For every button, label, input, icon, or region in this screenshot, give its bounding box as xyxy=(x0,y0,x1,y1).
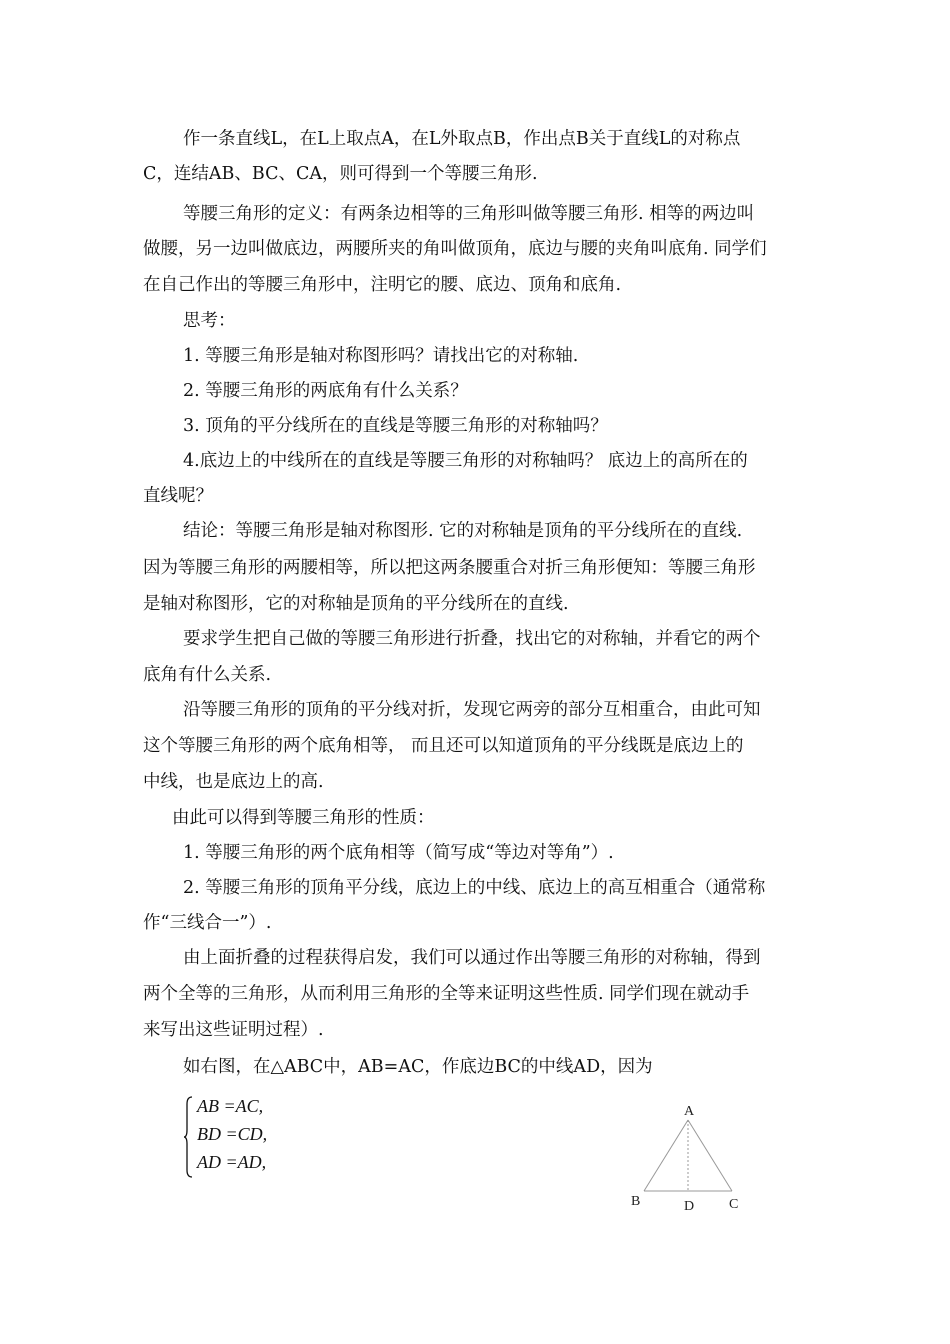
equation-system xyxy=(183,1094,323,1180)
label-d: D xyxy=(684,1199,695,1214)
paragraph-line: 作一条直线L，在L上取点A，在L外取点B，作出点B关于直线L的对称点 xyxy=(183,129,741,149)
paragraph-line: 因为等腰三角形的两腰相等，所以把这两条腰重合对折三角形便知：等腰三角形 xyxy=(143,558,756,578)
section-heading: 思考： xyxy=(183,311,236,331)
property-item: 1. 等腰三角形的两个底角相等（简写成“等边对等角”）. xyxy=(183,843,614,863)
question-item: 3. 顶角的平分线所在的直线是等腰三角形的对称轴吗？ xyxy=(183,416,608,436)
property-item: 2. 等腰三角形的顶角平分线，底边上的中线、底边上的高互相重合（通常称 xyxy=(183,878,766,898)
paragraph-line: 来写出这些证明过程）. xyxy=(143,1020,324,1040)
question-item: 直线呢？ xyxy=(143,486,213,506)
question-item: 2. 等腰三角形的两底角有什么关系？ xyxy=(183,381,468,401)
paragraph-line: 底角有什么关系. xyxy=(143,665,272,685)
label-a: A xyxy=(684,1104,695,1119)
paragraph-line: C，连结AB、BC、CA，则可得到一个等腰三角形. xyxy=(143,164,538,184)
triangle-figure xyxy=(620,1098,760,1218)
side-ac xyxy=(688,1120,732,1191)
equation-line: BD =CD, xyxy=(197,1124,268,1144)
paragraph-line: 在自己作出的等腰三角形中，注明它的腰、底边、顶角和底角. xyxy=(143,275,622,295)
left-brace xyxy=(183,1096,193,1178)
label-c: C xyxy=(729,1197,739,1212)
paragraph-line: 这个等腰三角形的两个底角相等， 而且还可以知道顶角的平分线既是底边上的 xyxy=(143,736,744,756)
paragraph-line: 结论：等腰三角形是轴对称图形. 它的对称轴是顶角的平分线所在的直线. xyxy=(183,521,743,541)
question-item: 4.底边上的中线所在的直线是等腰三角形的对称轴吗？ 底边上的高所在的 xyxy=(183,451,748,471)
paragraph-line: 做腰，另一边叫做底边，两腰所夹的角叫做顶角，底边与腰的夹角叫底角. 同学们 xyxy=(143,239,767,259)
equation-line: AD =AD, xyxy=(197,1152,267,1172)
question-item: 1. 等腰三角形是轴对称图形吗？请找出它的对称轴. xyxy=(183,346,579,366)
paragraph-line: 如右图，在△ABC中，AB=AC，作底边BC的中线AD，因为 xyxy=(183,1057,653,1077)
paragraph-line: 是轴对称图形，它的对称轴是顶角的平分线所在的直线. xyxy=(143,594,569,614)
paragraph-line: 两个全等的三角形，从而利用三角形的全等来证明这些性质. 同学们现在就动手 xyxy=(143,984,750,1004)
equation-line: AB =AC, xyxy=(197,1096,264,1116)
paragraph-line: 沿等腰三角形的顶角的平分线对折，发现它两旁的部分互相重合，由此可知 xyxy=(183,700,761,720)
paragraph-line: 由上面折叠的过程获得启发，我们可以通过作出等腰三角形的对称轴，得到 xyxy=(183,948,761,968)
paragraph-line: 要求学生把自己做的等腰三角形进行折叠，找出它的对称轴，并看它的两个 xyxy=(183,629,761,649)
label-b: B xyxy=(631,1194,641,1209)
paragraph-line: 由此可以得到等腰三角形的性质： xyxy=(172,808,435,828)
paragraph-line: 中线，也是底边上的高. xyxy=(143,772,324,792)
paragraph-line: 等腰三角形的定义：有两条边相等的三角形叫做等腰三角形. 相等的两边叫 xyxy=(183,204,755,224)
property-item: 作“三线合一”）. xyxy=(143,913,272,933)
side-ab xyxy=(644,1120,688,1191)
